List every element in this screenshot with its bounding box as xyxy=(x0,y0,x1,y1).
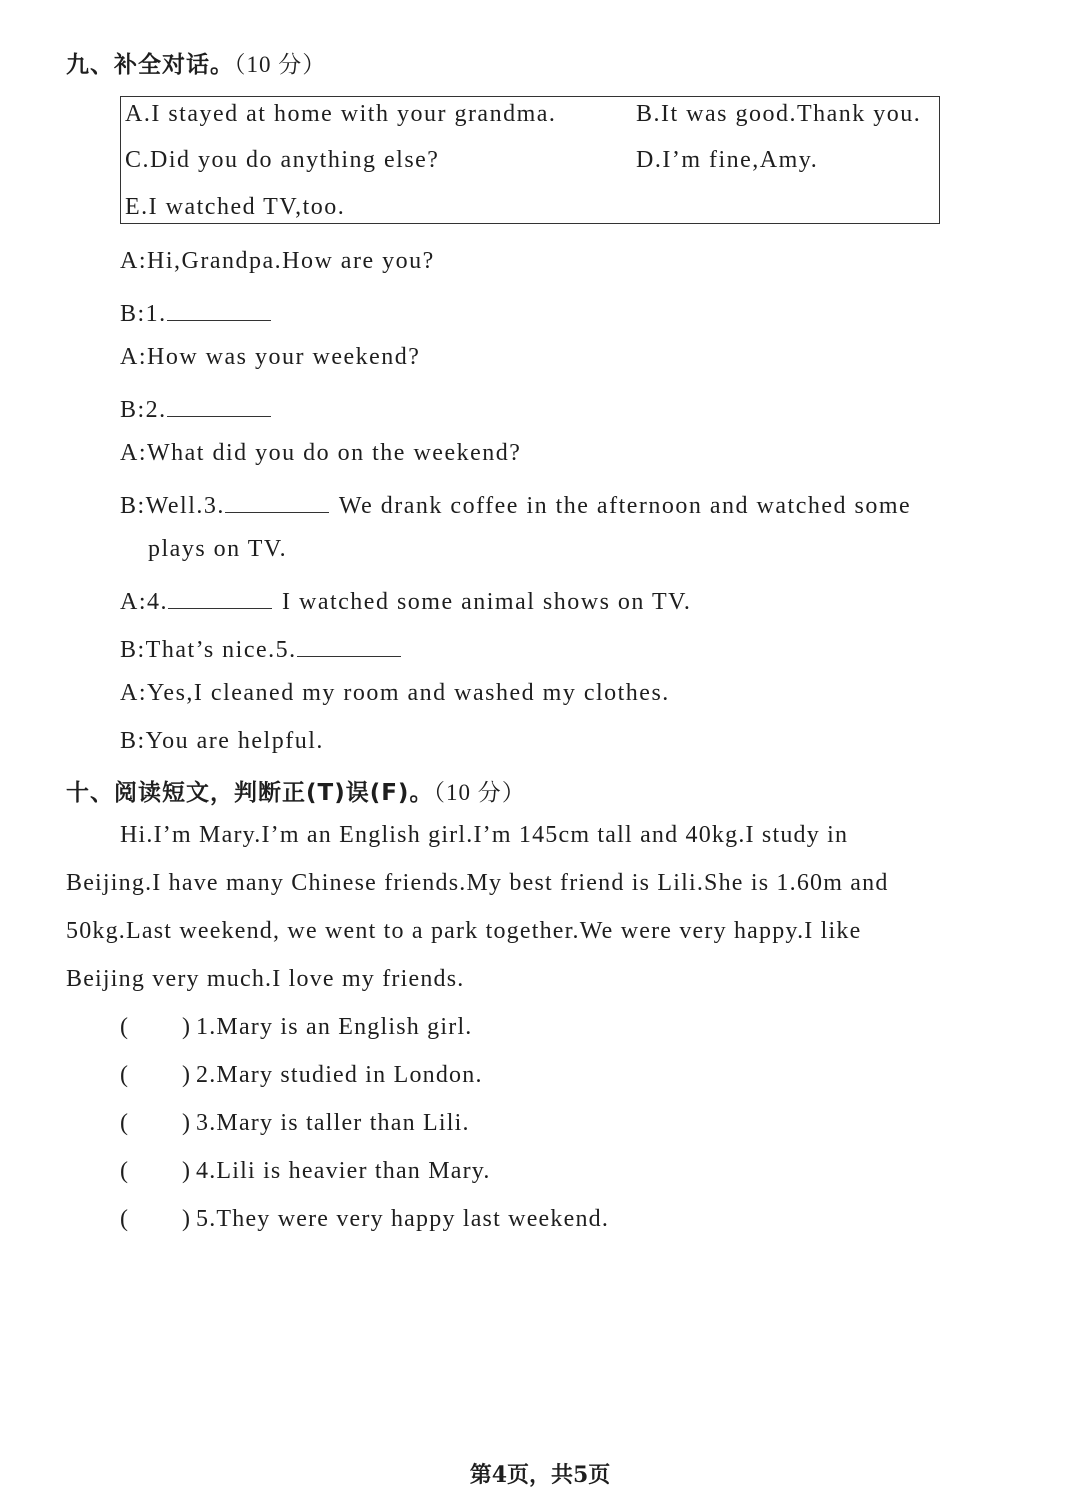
dialogue-line xyxy=(148,536,287,563)
option-e: E.I watched TV,too. xyxy=(125,194,346,220)
option-b: B.It was good.Thank you. xyxy=(636,101,922,127)
answer-paren[interactable]: ( xyxy=(120,1062,130,1088)
answer-paren-close: ) xyxy=(182,1158,192,1184)
dialogue-line xyxy=(120,584,691,616)
tf-item xyxy=(120,1206,609,1233)
section-10-heading: 十、阅读短文，判断正(T)误(F)。 xyxy=(66,780,434,806)
dialogue-line xyxy=(120,488,911,520)
dialogue-line xyxy=(120,440,521,467)
answer-blank-3[interactable] xyxy=(225,488,329,513)
answer-blank-1[interactable] xyxy=(167,296,271,321)
tf-item xyxy=(120,1062,483,1089)
dialogue-text: B:2. xyxy=(120,397,167,423)
dialogue-text: B:That’s nice.5. xyxy=(120,637,297,663)
dialogue-text: We drank coffee in the afternoon and watched some xyxy=(338,493,912,519)
passage-line: Beijing.I have many Chinese friends.My best friend is Lili.She is 1.60m and xyxy=(66,870,889,896)
passage-line: Beijing very much.I love my friends. xyxy=(66,966,465,992)
tf-item xyxy=(120,1158,491,1185)
section-10-title xyxy=(66,774,526,807)
answer-paren[interactable]: ( xyxy=(120,1014,130,1040)
dialogue-text: plays on TV. xyxy=(148,536,288,562)
tf-statement: 2.Mary studied in London. xyxy=(196,1062,483,1088)
dialogue-line xyxy=(120,680,670,707)
section-9-points: （10 分） xyxy=(234,52,327,77)
dialogue-line xyxy=(120,248,435,275)
answer-paren-close: ) xyxy=(182,1110,192,1136)
option-d: D.I’m fine,Amy. xyxy=(636,147,819,173)
dialogue-text: I watched some animal shows on TV. xyxy=(282,589,692,615)
dialogue-text: B:1. xyxy=(120,301,167,327)
answer-blank-5[interactable] xyxy=(297,632,401,657)
tf-item xyxy=(120,1110,470,1137)
tf-item xyxy=(120,1014,473,1041)
dialogue-line xyxy=(120,296,281,328)
passage-line: Hi.I’m Mary.I’m an English girl.I’m 145cm tall and 40kg.I study in xyxy=(120,822,849,848)
dialogue-text: A:Hi,Grandpa.How are you? xyxy=(120,248,435,274)
answer-paren-close: ) xyxy=(182,1206,192,1232)
answer-paren-close: ) xyxy=(182,1014,192,1040)
dialogue-text: B:Well.3. xyxy=(120,493,225,519)
option-c: C.Did you do anything else? xyxy=(125,147,440,173)
dialogue-line xyxy=(120,728,324,755)
options-box xyxy=(120,96,940,224)
dialogue-line xyxy=(120,392,281,424)
dialogue-text: A:What did you do on the weekend? xyxy=(120,440,522,466)
answer-paren-close: ) xyxy=(182,1062,192,1088)
tf-statement: 4.Lili is heavier than Mary. xyxy=(196,1158,491,1184)
tf-statement: 3.Mary is taller than Lili. xyxy=(196,1110,470,1136)
section-9-heading: 九、补全对话。 xyxy=(66,52,234,78)
answer-paren[interactable]: ( xyxy=(120,1206,130,1232)
dialogue-line xyxy=(120,344,420,371)
answer-blank-2[interactable] xyxy=(167,392,271,417)
tf-statement: 1.Mary is an English girl. xyxy=(196,1014,473,1040)
answer-blank-4[interactable] xyxy=(168,584,272,609)
dialogue-text: A:Yes,I cleaned my room and washed my clothes. xyxy=(120,680,670,706)
tf-statement: 5.They were very happy last weekend. xyxy=(196,1206,610,1232)
dialogue-text: A:How was your weekend? xyxy=(120,344,421,370)
section-9-title xyxy=(66,46,326,79)
answer-paren[interactable]: ( xyxy=(120,1158,130,1184)
answer-paren[interactable]: ( xyxy=(120,1110,130,1136)
dialogue-text: A:4. xyxy=(120,589,168,615)
option-a: A.I stayed at home with your grandma. xyxy=(125,101,557,127)
section-10-points: （10 分） xyxy=(433,780,526,805)
page-footer: 第4页，共5页 xyxy=(469,1462,611,1488)
dialogue-text: B:You are helpful. xyxy=(120,728,324,754)
dialogue-line xyxy=(120,632,411,664)
passage-line: 50kg.Last weekend, we went to a park together.We were very happy.I like xyxy=(66,918,862,944)
